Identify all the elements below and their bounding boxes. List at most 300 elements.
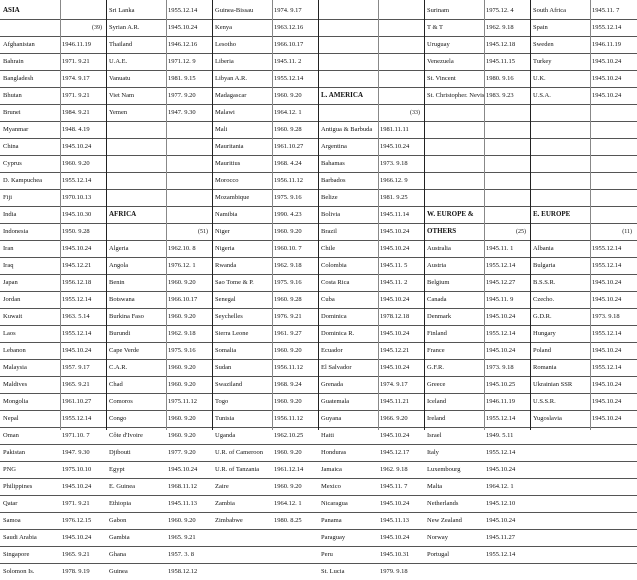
country-name: U.R. of Cameroon (215, 449, 264, 456)
admission-date: 1955.12.14 (62, 177, 92, 184)
table-row (424, 274, 530, 291)
admission-date: 1990. 4.23 (274, 211, 302, 218)
table-column (106, 0, 212, 575)
table-row (212, 70, 318, 87)
admission-date: 1955.12.14 (168, 7, 198, 14)
country-name: Brazil (321, 228, 337, 235)
admission-date: 1973. 9.18 (380, 160, 408, 167)
table-row (424, 444, 530, 461)
admission-date: 1966. 9.20 (380, 415, 408, 422)
table-row (530, 376, 636, 393)
admission-date (168, 138, 212, 155)
table-row (530, 359, 636, 376)
country-name: Indonesia (3, 228, 29, 235)
admission-date: 1963.12.16 (274, 24, 304, 31)
table-row (318, 104, 424, 121)
country-name: Niger (215, 228, 230, 235)
region-count: (11) (622, 228, 632, 235)
table-row (318, 121, 424, 138)
admission-date (380, 87, 424, 104)
admission-date (592, 172, 636, 189)
admission-date: 1945.11.21 (380, 398, 410, 405)
admission-date: 1964.12. 1 (486, 483, 514, 490)
country-name: U.S.S.R. (533, 398, 556, 405)
country-name: New Zealand (427, 517, 462, 524)
country-name: Mongolia (3, 398, 29, 405)
table-row (212, 342, 318, 359)
admission-date (380, 2, 424, 19)
admission-date: 1946.11.19 (62, 41, 92, 48)
admission-date: 1945.12.10 (486, 500, 516, 507)
admission-date: 1945.10.24 (486, 347, 516, 354)
table-row (212, 257, 318, 274)
table-row (0, 257, 106, 274)
admission-date: 1960. 9.20 (168, 279, 196, 286)
admission-date: 1962.10.25 (274, 432, 304, 439)
admission-date: 1945.10.31 (380, 551, 410, 558)
admission-date: 1945.10.24 (592, 415, 622, 422)
country-name: St. Lucia (321, 568, 345, 575)
admission-date: 1968. 9.24 (274, 381, 302, 388)
admission-date: 1945.12.17 (380, 449, 410, 456)
table-row (530, 2, 636, 19)
country-name: Côte d'Ivoire (109, 432, 143, 439)
admission-date: 1976.12.15 (62, 517, 92, 524)
country-name: Laos (3, 330, 16, 337)
country-name: Argentina (321, 143, 347, 150)
table-row (530, 495, 636, 512)
country-name: Norway (427, 534, 448, 541)
country-name: Morocco (215, 177, 239, 184)
country-name: Peru (321, 551, 333, 558)
table-row (0, 427, 106, 444)
country-name: Burundi (109, 330, 131, 337)
admission-date: 1977. 9.20 (168, 449, 196, 456)
table-row (212, 36, 318, 53)
country-name: Mozambique (215, 194, 250, 201)
admission-date (592, 104, 636, 121)
country-name: South Africa (533, 7, 567, 14)
country-name: Ghana (109, 551, 126, 558)
country-name: G.D.R. (533, 313, 552, 320)
admission-date (592, 444, 636, 461)
country-name: Libyan A.R. (215, 75, 247, 82)
table-row (424, 461, 530, 478)
admission-date (592, 427, 636, 444)
country-name: Mauritius (215, 160, 241, 167)
country-name: Australia (427, 245, 451, 252)
table-row (106, 2, 212, 19)
table-row (0, 529, 106, 546)
country-name: Nicaragua (321, 500, 348, 507)
table-row (530, 563, 636, 580)
table-row (0, 444, 106, 461)
table-row (530, 291, 636, 308)
table-row (212, 512, 318, 529)
admission-date: 1945.10.24 (62, 483, 92, 490)
country-name: D. Kampuchea (3, 177, 42, 184)
admission-date (486, 155, 530, 172)
country-name: U.S.A. (533, 92, 551, 99)
table-row (424, 495, 530, 512)
table-row (318, 223, 424, 240)
table-row (424, 291, 530, 308)
table-column (0, 0, 106, 575)
country-name: Ecuador (321, 347, 343, 354)
country-name: Kenya (215, 24, 232, 31)
table-row (424, 87, 530, 104)
country-name: Ireland (427, 415, 446, 422)
table-row (424, 257, 530, 274)
country-name: Paraguay (321, 534, 346, 541)
country-name: Sudan (215, 364, 232, 371)
admission-date: 1945.10.24 (380, 500, 410, 507)
table-row (212, 359, 318, 376)
table-row (212, 376, 318, 393)
table-row (0, 291, 106, 308)
table-row (424, 155, 530, 172)
table-row (212, 274, 318, 291)
admission-date: 1973. 9.18 (592, 313, 620, 320)
table-row (318, 444, 424, 461)
table-row (424, 206, 530, 223)
table-column (212, 0, 318, 524)
table-row (0, 512, 106, 529)
admission-date: 1964.12. 1 (274, 109, 302, 116)
admission-date: 1945.10.24 (592, 381, 622, 388)
table-row (424, 359, 530, 376)
country-name: Zaire (215, 483, 229, 490)
country-name: U.K. (533, 75, 546, 82)
country-name: Iceland (427, 398, 447, 405)
admission-date: 1945.11.15 (486, 58, 516, 65)
table-row (424, 478, 530, 495)
country-name: Zambia (215, 500, 235, 507)
admission-date: 1975.11.12 (168, 398, 198, 405)
table-row (318, 70, 424, 87)
region-count: (51) (198, 228, 208, 235)
admission-date: 1974. 9.17 (62, 75, 90, 82)
country-name: Mali (215, 126, 228, 133)
country-name: U.A.E. (109, 58, 128, 65)
admission-date: 1978.12.18 (380, 313, 410, 320)
table-row (106, 563, 212, 580)
country-name: Hungary (533, 330, 556, 337)
country-name: Cape Verde (109, 347, 140, 354)
admission-date: 1975.10.10 (62, 466, 92, 473)
country-name: Barbados (321, 177, 346, 184)
admission-date: 1979. 9.18 (380, 568, 408, 575)
table-row (212, 53, 318, 70)
admission-date: 1961.12.14 (274, 466, 304, 473)
country-name: Panama (321, 517, 342, 524)
table-row (0, 189, 106, 206)
admission-date: 1955.12.14 (592, 262, 622, 269)
country-name: Pakistan (3, 449, 26, 456)
country-name: Togo (215, 398, 229, 405)
table-row (0, 325, 106, 342)
table-row (106, 325, 212, 342)
table-row (0, 53, 106, 70)
table-row (212, 410, 318, 427)
country-name: Costa Rica (321, 279, 350, 286)
country-name: Namibia (215, 211, 238, 218)
admission-date: 1945.10.30 (62, 211, 92, 218)
admission-date: 1971.12. 9 (168, 58, 196, 65)
country-name: G.F.R. (427, 364, 444, 371)
country-name: Albania (533, 245, 554, 252)
region-heading: L. AMERICA (321, 91, 364, 99)
table-row (0, 563, 106, 580)
table-row (106, 410, 212, 427)
table-row (0, 104, 106, 121)
admission-date: 1945.12.18 (486, 41, 516, 48)
admission-date (168, 172, 212, 189)
table-row (0, 121, 106, 138)
admission-date: 1945.11. 7 (380, 483, 408, 490)
table-row (212, 461, 318, 478)
country-name: B.S.S.R. (533, 279, 556, 286)
country-name: Sweden (533, 41, 554, 48)
country-name: Bhutan (3, 92, 22, 99)
admission-date: 1956.11.12 (274, 415, 304, 422)
admission-date: 1984. 9.21 (62, 109, 90, 116)
admission-date (592, 189, 636, 206)
admission-date (274, 563, 318, 580)
admission-date (486, 172, 530, 189)
admission-date: 1945.11. 2 (380, 279, 408, 286)
table-row (318, 461, 424, 478)
admission-date: 1960. 9.20 (168, 381, 196, 388)
admission-date: 1962. 9.18 (486, 24, 514, 31)
table-row (0, 19, 106, 36)
country-name: Seychelles (215, 313, 243, 320)
country-name: Chad (109, 381, 123, 388)
table-row (106, 206, 212, 223)
table-row (106, 87, 212, 104)
table-row (106, 461, 212, 478)
country-name: Algeria (109, 245, 129, 252)
admission-date: 1945.11.13 (168, 500, 198, 507)
table-row (0, 393, 106, 410)
table-row (106, 478, 212, 495)
admission-date: 1955.12.14 (62, 296, 92, 303)
table-row (530, 36, 636, 53)
admission-date (168, 206, 212, 223)
table-row (530, 410, 636, 427)
country-name: Netherlands (427, 500, 459, 507)
table-row (318, 376, 424, 393)
table-row (212, 240, 318, 257)
table-row (424, 138, 530, 155)
table-row (106, 121, 212, 138)
country-name: Somalia (215, 347, 237, 354)
admission-date: 1961. 9.27 (274, 330, 302, 337)
country-name: Jamaica (321, 466, 342, 473)
table-row (106, 240, 212, 257)
country-name: Kuwait (3, 313, 23, 320)
country-name: Israel (427, 432, 442, 439)
country-name: Luxembourg (427, 466, 461, 473)
country-name: Swaziland (215, 381, 243, 388)
region-heading: E. EUROPE (533, 210, 571, 218)
admission-date: 1966.10.17 (274, 41, 304, 48)
admission-date: 1949. 5.11 (486, 432, 514, 439)
table-row (106, 138, 212, 155)
country-name: Zimbabwe (215, 517, 243, 524)
table-row (212, 121, 318, 138)
table-row (0, 461, 106, 478)
admission-date: 1975. 9.16 (274, 194, 302, 201)
table-row (318, 495, 424, 512)
admission-date: 1960. 9.28 (274, 296, 302, 303)
admission-date: 1945.10.24 (592, 296, 622, 303)
country-name: Romania (533, 364, 557, 371)
country-name: Burkina Faso (109, 313, 144, 320)
country-name: Antigua & Barbuda (321, 126, 373, 133)
country-name: Malaysia (3, 364, 27, 371)
country-name: Oman (3, 432, 19, 439)
admission-date: 1960.10. 7 (274, 245, 302, 252)
country-name: Guinea-Bissau (215, 7, 254, 14)
table-row (0, 138, 106, 155)
admission-date: 1945.12.21 (380, 347, 410, 354)
country-name: Brunei (3, 109, 21, 116)
region-heading: W. EUROPE & (427, 210, 474, 218)
table-row (318, 53, 424, 70)
table-row (318, 325, 424, 342)
admission-date (380, 19, 424, 36)
table-row (106, 155, 212, 172)
admission-date: 1971. 9.21 (62, 500, 90, 507)
country-name: France (427, 347, 445, 354)
country-name: Dominica (321, 313, 347, 320)
admission-date: 1955.12.14 (62, 415, 92, 422)
table-row (106, 19, 212, 36)
admission-date: 1961.10.27 (62, 398, 92, 405)
table-row (0, 240, 106, 257)
table-row (318, 240, 424, 257)
table-row (530, 257, 636, 274)
country-name: Sierra Leone (215, 330, 249, 337)
table-row (424, 121, 530, 138)
admission-date: 1960. 9.28 (274, 126, 302, 133)
admission-date: 1945.12.27 (486, 279, 516, 286)
table-row (0, 495, 106, 512)
table-row (0, 308, 106, 325)
table-row (212, 19, 318, 36)
table-row (530, 512, 636, 529)
country-name: Senegal (215, 296, 236, 303)
country-name: Angola (109, 262, 129, 269)
table-row (212, 529, 318, 546)
admission-date: 1945.12.21 (62, 262, 92, 269)
country-name: T & T (427, 24, 444, 31)
country-name: Vanuatu (109, 75, 131, 82)
table-row (212, 444, 318, 461)
admission-date: 1956.12.18 (62, 279, 92, 286)
admission-date: 1965. 9.21 (62, 381, 90, 388)
country-name: Turkey (533, 58, 552, 65)
country-name: Czecho. (533, 296, 555, 303)
table-row (530, 172, 636, 189)
table-row (106, 223, 212, 240)
table-row (106, 342, 212, 359)
admission-date: 1945.11. 1 (486, 245, 514, 252)
table-row (530, 189, 636, 206)
country-name: Nepal (3, 415, 19, 422)
table-row (212, 563, 318, 580)
admission-date: 1945.11.27 (486, 534, 516, 541)
table-row (212, 189, 318, 206)
table-row (530, 240, 636, 257)
admission-date: 1974. 9.17 (274, 7, 302, 14)
admission-date: 1946.11.19 (592, 41, 622, 48)
table-row (424, 376, 530, 393)
country-name: Ukrainian SSR (533, 381, 573, 388)
country-name: Ethiopia (109, 500, 132, 507)
country-name: Congo (109, 415, 127, 422)
table-row (0, 274, 106, 291)
admission-date: 1961.10.27 (274, 143, 304, 150)
region-count: (33) (410, 109, 420, 116)
table-row (212, 155, 318, 172)
table-row (424, 546, 530, 563)
country-name: Colombia (321, 262, 347, 269)
table-row (424, 325, 530, 342)
admission-date: 1955.12.14 (62, 330, 92, 337)
table-row (212, 2, 318, 19)
admission-date: 1975. 9.16 (168, 347, 196, 354)
country-name: Belgium (427, 279, 450, 286)
country-name: PNG (3, 466, 17, 473)
admission-date: 1945.11.13 (380, 517, 410, 524)
country-name: Iran (3, 245, 14, 252)
country-name: E. Guinea (109, 483, 135, 490)
table-row (212, 223, 318, 240)
admission-date: 1945.10.24 (592, 75, 622, 82)
country-name: Fiji (3, 194, 13, 201)
admission-date: 1970.10.13 (62, 194, 92, 201)
admission-date: 1956.11.12 (274, 177, 304, 184)
admission-date: 1962. 9.18 (380, 466, 408, 473)
table-row (318, 529, 424, 546)
country-name: Guyana (321, 415, 342, 422)
table-row (424, 189, 530, 206)
table-row (0, 70, 106, 87)
table-row (530, 206, 636, 223)
country-name: Guinea (109, 568, 128, 575)
table-row (106, 376, 212, 393)
country-name: Malta (427, 483, 443, 490)
country-name: Bolivia (321, 211, 341, 218)
table-row (530, 444, 636, 461)
table-row (530, 121, 636, 138)
country-name: Jordan (3, 296, 21, 303)
country-name: India (3, 211, 17, 218)
country-name: Gabon (109, 517, 127, 524)
country-name: Viet Nam (109, 92, 135, 99)
region-count: (39) (92, 24, 102, 31)
admission-date (168, 155, 212, 172)
admission-date: 1945.11.14 (380, 211, 410, 218)
table-row (530, 19, 636, 36)
table-row (424, 342, 530, 359)
admission-date: 1960. 9.20 (274, 483, 302, 490)
country-name: Bahrain (3, 58, 24, 65)
country-name: Canada (427, 296, 447, 303)
admission-date: 1960. 9.20 (168, 313, 196, 320)
